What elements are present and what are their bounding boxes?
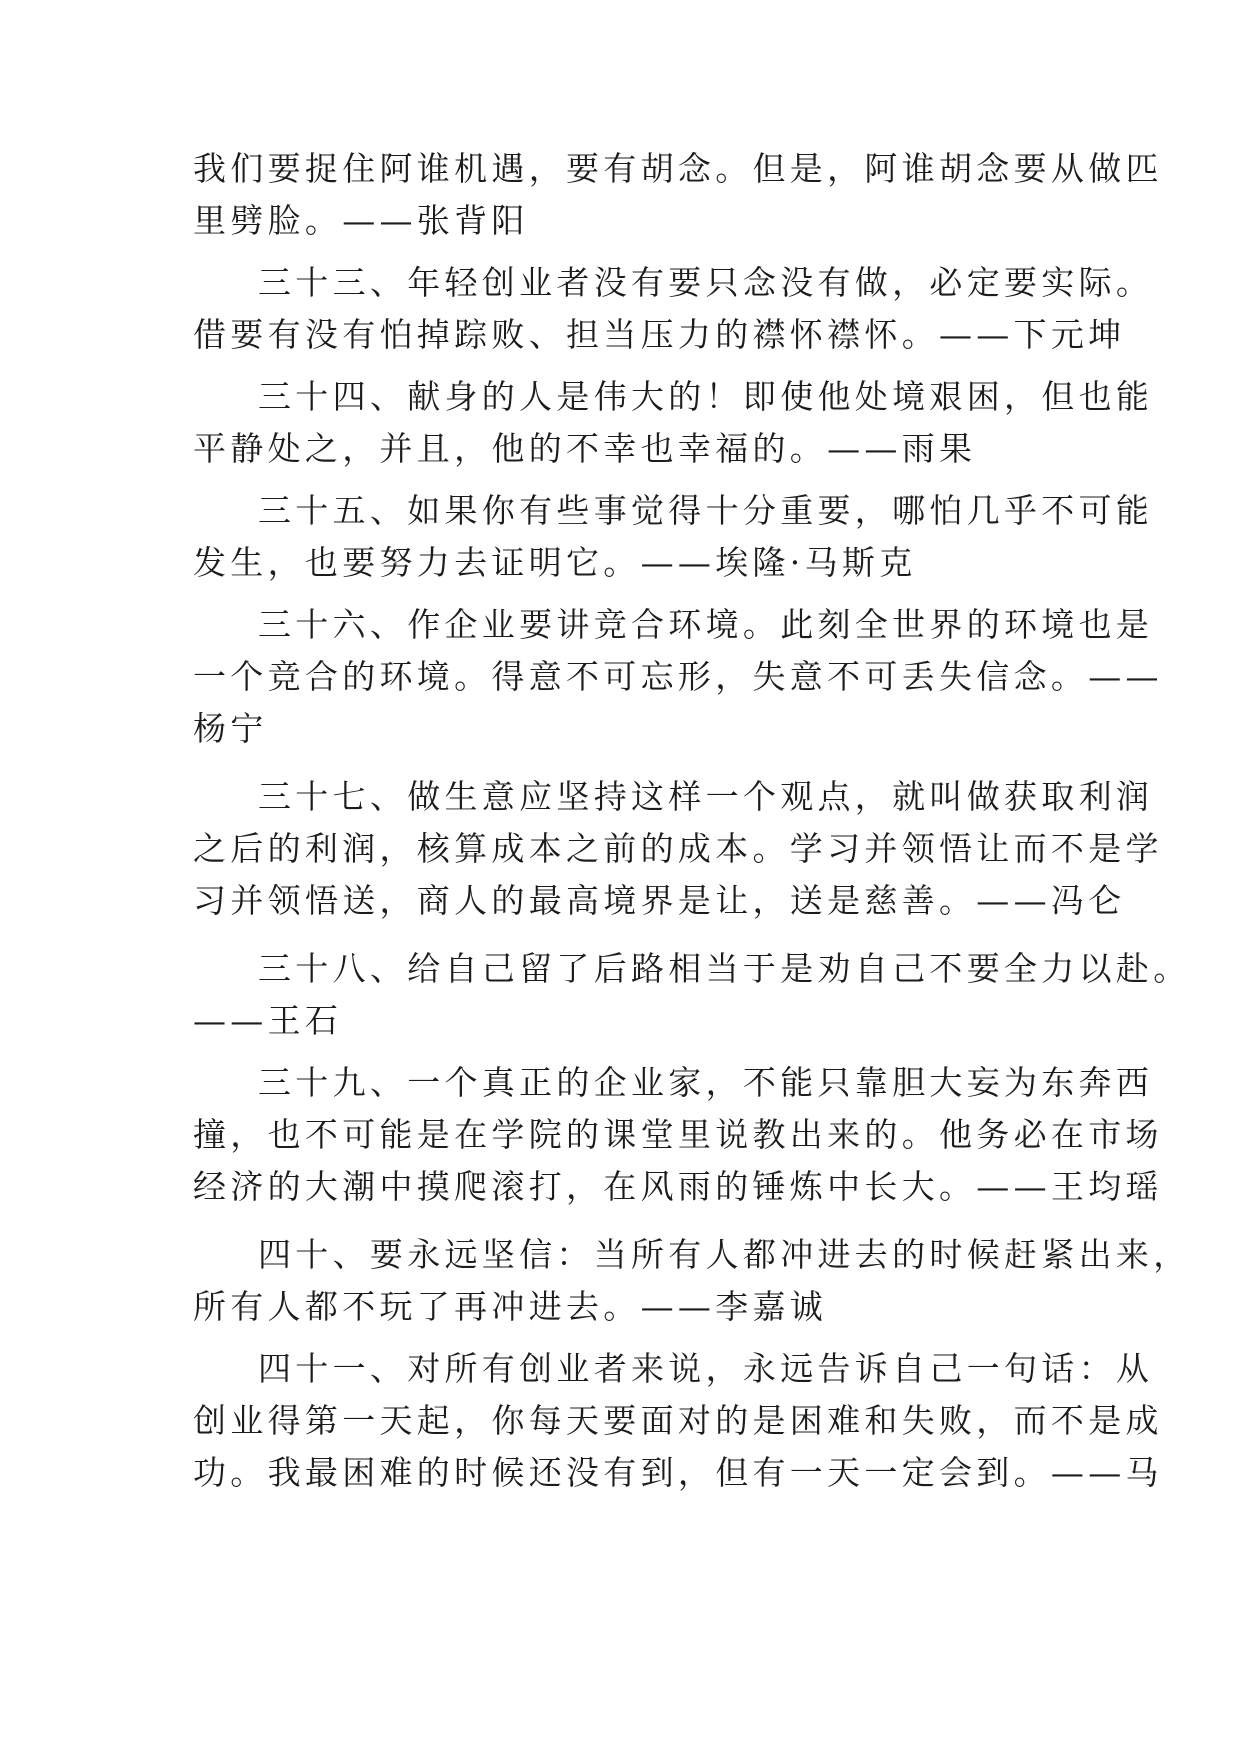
text-line: 三十五、如果你有些事觉得十分重要，哪怕几乎不可能 [258, 491, 1154, 530]
text-line: 所有人都不玩了再冲进去。——李嘉诚 [193, 1287, 828, 1326]
text-line: 三十六、作企业要讲竞合环境。此刻全世界的环境也是 [258, 605, 1154, 644]
text-line: ——王石 [193, 1001, 343, 1040]
text-line: 之后的利润，核算成本之前的成本。学习并领悟让而不是学 [193, 829, 1163, 868]
text-line: 平静处之，并且，他的不幸也幸福的。——雨果 [193, 429, 977, 468]
text-line: 创业得第一天起，你每天要面对的是困难和失败，而不是成 [193, 1401, 1163, 1440]
text-line: 撞，也不可能是在学院的课堂里说教出来的。他务必在市场 [193, 1115, 1163, 1154]
text-line: 发生，也要努力去证明它。——埃隆·马斯克 [193, 543, 917, 582]
text-line: 四十、要永远坚信：当所有人都冲进去的时候赶紧出来， [258, 1235, 1191, 1274]
text-line: 经济的大潮中摸爬滚打，在风雨的锤炼中长大。——王均瑶 [193, 1167, 1163, 1206]
text-line: 三十四、献身的人是伟大的！即使他处境艰困，但也能 [258, 377, 1154, 416]
text-line: 三十八、给自己留了后路相当于是劝自己不要全力以赴。 [258, 949, 1191, 988]
text-line: 三十三、年轻创业者没有要只念没有做，必定要实际。 [258, 263, 1154, 302]
text-line: 杨宁 [193, 709, 268, 748]
text-line: 三十九、一个真正的企业家，不能只靠胆大妄为东奔西 [258, 1063, 1154, 1102]
text-line: 借要有没有怕掉踪败、担当压力的襟怀襟怀。——下元坤 [193, 315, 1126, 354]
text-line: 习并领悟送，商人的最高境界是让，送是慈善。——冯仑 [193, 881, 1126, 920]
text-line: 里劈脸。——张背阳 [193, 201, 529, 240]
text-line: 我们要捉住阿谁机遇，要有胡念。但是，阿谁胡念要从做匹 [193, 149, 1163, 188]
text-line: 四十一、对所有创业者来说，永远告诉自己一句话：从 [258, 1349, 1154, 1388]
text-line: 三十七、做生意应坚持这样一个观点，就叫做获取利润 [258, 777, 1154, 816]
text-line: 一个竞合的环境。得意不可忘形，失意不可丢失信念。—— [193, 657, 1163, 696]
text-line: 功。我最困难的时候还没有到，但有一天一定会到。——马 [193, 1453, 1163, 1492]
